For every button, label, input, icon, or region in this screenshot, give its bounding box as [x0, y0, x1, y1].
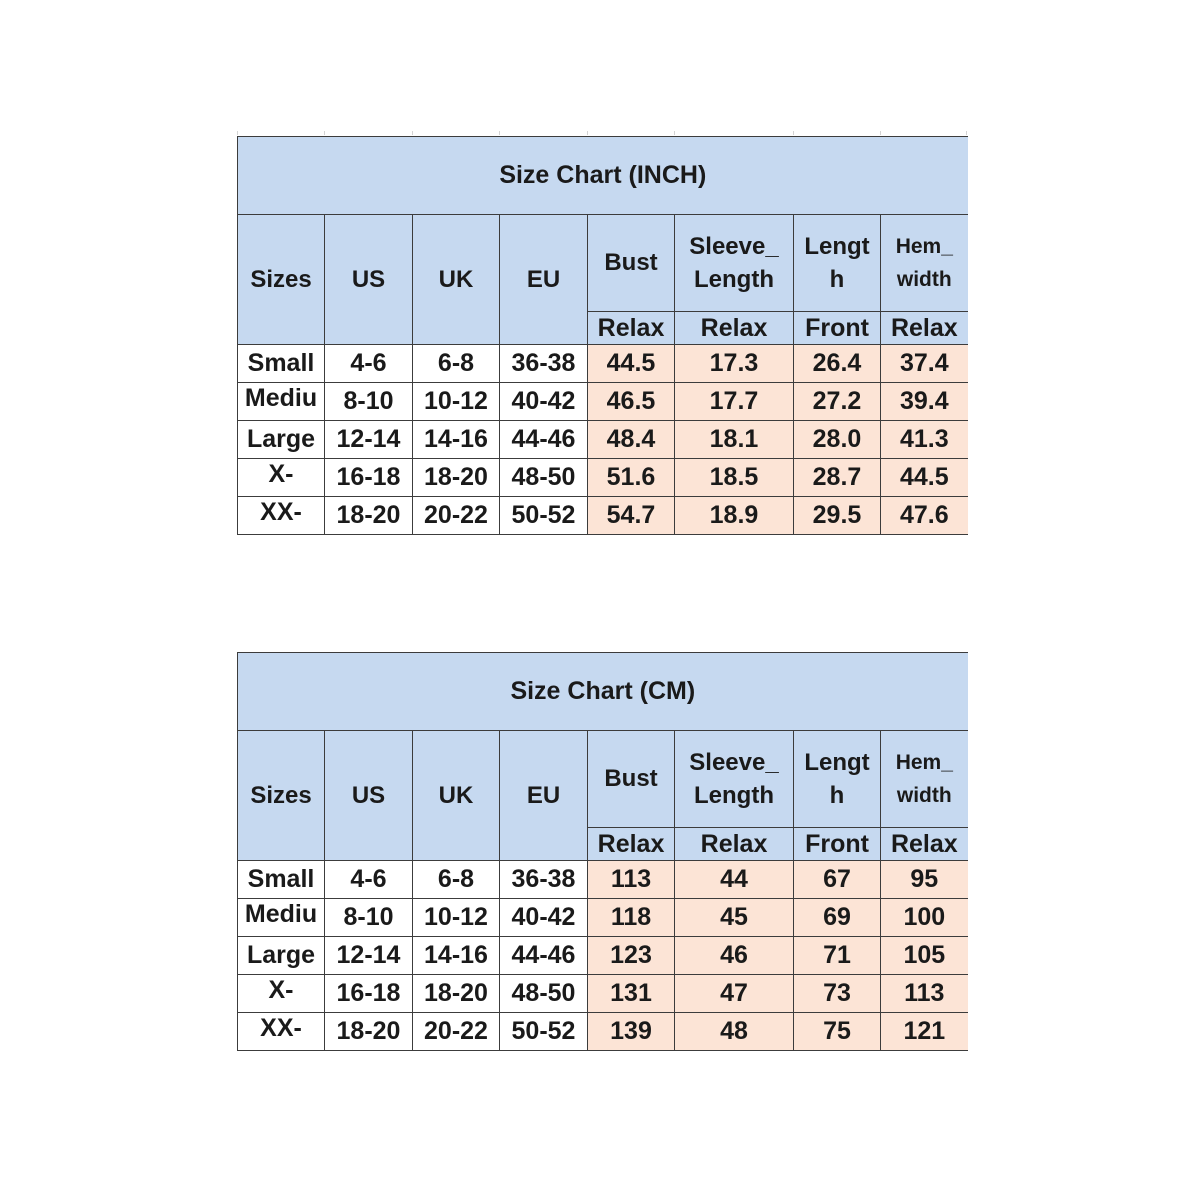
- header-eu: EU: [500, 731, 588, 861]
- header-length-line1: Lengt: [804, 749, 870, 776]
- table-row: [238, 497, 968, 535]
- bust-value: 123: [588, 937, 675, 975]
- header-hem-line1: Hem_: [895, 235, 953, 258]
- sleeve-value: 18.1: [675, 421, 794, 459]
- sleeve-value: 17.7: [675, 383, 794, 421]
- bust-value: 113: [588, 861, 675, 899]
- size-label: Large: [238, 937, 325, 975]
- header-hem-width: [881, 215, 968, 312]
- size-label: Large: [238, 421, 325, 459]
- sleeve-value: 18.9: [675, 497, 794, 535]
- hem-value: 41.3: [881, 421, 968, 459]
- length-value: 75: [794, 1013, 881, 1051]
- sleeve-value: 46: [675, 937, 794, 975]
- us-value: 4-6: [325, 345, 413, 383]
- header-hem-width: [881, 731, 968, 828]
- header-hem-line2: width: [896, 268, 952, 291]
- header-length: [794, 215, 881, 312]
- header-hem-line2: width: [896, 784, 952, 807]
- header-hem-line1: Hem_: [895, 751, 953, 774]
- sleeve-value: 45: [675, 899, 794, 937]
- size-table-cm: [237, 652, 968, 1051]
- header-uk: UK: [413, 731, 500, 861]
- us-value: 18-20: [325, 497, 413, 535]
- header-uk: UK: [413, 215, 500, 345]
- bust-value: 46.5: [588, 383, 675, 421]
- hem-value: 39.4: [881, 383, 968, 421]
- length-value: 28.7: [794, 459, 881, 497]
- header-length-line2: h: [829, 266, 845, 293]
- eu-value: 40-42: [500, 383, 588, 421]
- eu-value: 48-50: [500, 459, 588, 497]
- uk-value: 14-16: [413, 421, 500, 459]
- size-chart-inch: [237, 136, 967, 535]
- sleeve-value: 47: [675, 975, 794, 1013]
- header-length-line1: Lengt: [804, 233, 870, 260]
- us-value: 16-18: [325, 975, 413, 1013]
- title-row: [238, 137, 968, 215]
- bust-value: 44.5: [588, 345, 675, 383]
- table-row: [238, 861, 968, 899]
- header-us: US: [325, 731, 413, 861]
- eu-value: 36-38: [500, 345, 588, 383]
- header-eu: EU: [500, 215, 588, 345]
- length-value: 29.5: [794, 497, 881, 535]
- table-row: [238, 459, 968, 497]
- subheader-hem: Relax: [881, 312, 968, 345]
- header-sleeve-line2: Length: [694, 266, 774, 293]
- us-value: 12-14: [325, 937, 413, 975]
- length-value: 27.2: [794, 383, 881, 421]
- header-length-line2: h: [829, 782, 845, 809]
- length-value: 69: [794, 899, 881, 937]
- uk-value: 20-22: [413, 1013, 500, 1051]
- length-value: 71: [794, 937, 881, 975]
- us-value: 12-14: [325, 421, 413, 459]
- spreadsheet-gridline-ticks: [237, 131, 967, 136]
- header-sleeve-length: [675, 215, 794, 312]
- table-row: [238, 937, 968, 975]
- uk-value: 14-16: [413, 937, 500, 975]
- size-label: X-: [238, 975, 325, 1013]
- us-value: 4-6: [325, 861, 413, 899]
- size-label: Mediu: [238, 899, 325, 937]
- hem-value: 95: [881, 861, 968, 899]
- hem-value: 113: [881, 975, 968, 1013]
- title-row: [238, 653, 968, 731]
- uk-value: 6-8: [413, 345, 500, 383]
- table-row: [238, 421, 968, 459]
- bust-value: 51.6: [588, 459, 675, 497]
- chart-title: Size Chart (CM): [238, 653, 968, 731]
- us-value: 16-18: [325, 459, 413, 497]
- header-us: US: [325, 215, 413, 345]
- sleeve-value: 44: [675, 861, 794, 899]
- eu-value: 44-46: [500, 421, 588, 459]
- subheader-bust: Relax: [588, 312, 675, 345]
- uk-value: 18-20: [413, 975, 500, 1013]
- size-label: XX-: [238, 1013, 325, 1051]
- us-value: 8-10: [325, 383, 413, 421]
- header-sleeve-length: [675, 731, 794, 828]
- eu-value: 50-52: [500, 1013, 588, 1051]
- header-row: [238, 731, 968, 828]
- hem-value: 37.4: [881, 345, 968, 383]
- bust-value: 118: [588, 899, 675, 937]
- header-bust: Bust: [588, 731, 675, 828]
- bust-value: 48.4: [588, 421, 675, 459]
- hem-value: 121: [881, 1013, 968, 1051]
- hem-value: 44.5: [881, 459, 968, 497]
- header-bust: Bust: [588, 215, 675, 312]
- subheader-hem: Relax: [881, 828, 968, 861]
- subheader-sleeve: Relax: [675, 828, 794, 861]
- subheader-length: Front: [794, 312, 881, 345]
- hem-value: 47.6: [881, 497, 968, 535]
- table-row: [238, 899, 968, 937]
- eu-value: 48-50: [500, 975, 588, 1013]
- table-row: [238, 345, 968, 383]
- header-sizes: Sizes: [238, 215, 325, 345]
- size-label: Small: [238, 861, 325, 899]
- hem-value: 105: [881, 937, 968, 975]
- uk-value: 10-12: [413, 383, 500, 421]
- header-length: [794, 731, 881, 828]
- bust-value: 54.7: [588, 497, 675, 535]
- subheader-length: Front: [794, 828, 881, 861]
- table-row: [238, 1013, 968, 1051]
- length-value: 67: [794, 861, 881, 899]
- eu-value: 50-52: [500, 497, 588, 535]
- length-value: 28.0: [794, 421, 881, 459]
- sleeve-value: 48: [675, 1013, 794, 1051]
- us-value: 18-20: [325, 1013, 413, 1051]
- us-value: 8-10: [325, 899, 413, 937]
- table-row: [238, 383, 968, 421]
- sleeve-value: 18.5: [675, 459, 794, 497]
- uk-value: 20-22: [413, 497, 500, 535]
- size-label: Mediu: [238, 383, 325, 421]
- hem-value: 100: [881, 899, 968, 937]
- eu-value: 40-42: [500, 899, 588, 937]
- size-table-inch: [237, 136, 968, 535]
- uk-value: 6-8: [413, 861, 500, 899]
- header-row: [238, 215, 968, 312]
- chart-title: Size Chart (INCH): [238, 137, 968, 215]
- header-sleeve-line1: Sleeve_: [689, 233, 779, 260]
- table-row: [238, 975, 968, 1013]
- size-label: X-: [238, 459, 325, 497]
- subheader-bust: Relax: [588, 828, 675, 861]
- bust-value: 139: [588, 1013, 675, 1051]
- uk-value: 10-12: [413, 899, 500, 937]
- sleeve-value: 17.3: [675, 345, 794, 383]
- uk-value: 18-20: [413, 459, 500, 497]
- header-sleeve-line2: Length: [694, 782, 774, 809]
- size-label: XX-: [238, 497, 325, 535]
- header-sizes: Sizes: [238, 731, 325, 861]
- eu-value: 36-38: [500, 861, 588, 899]
- header-sleeve-line1: Sleeve_: [689, 749, 779, 776]
- subheader-sleeve: Relax: [675, 312, 794, 345]
- size-label: Small: [238, 345, 325, 383]
- eu-value: 44-46: [500, 937, 588, 975]
- bust-value: 131: [588, 975, 675, 1013]
- size-chart-cm: [237, 652, 967, 1051]
- length-value: 26.4: [794, 345, 881, 383]
- length-value: 73: [794, 975, 881, 1013]
